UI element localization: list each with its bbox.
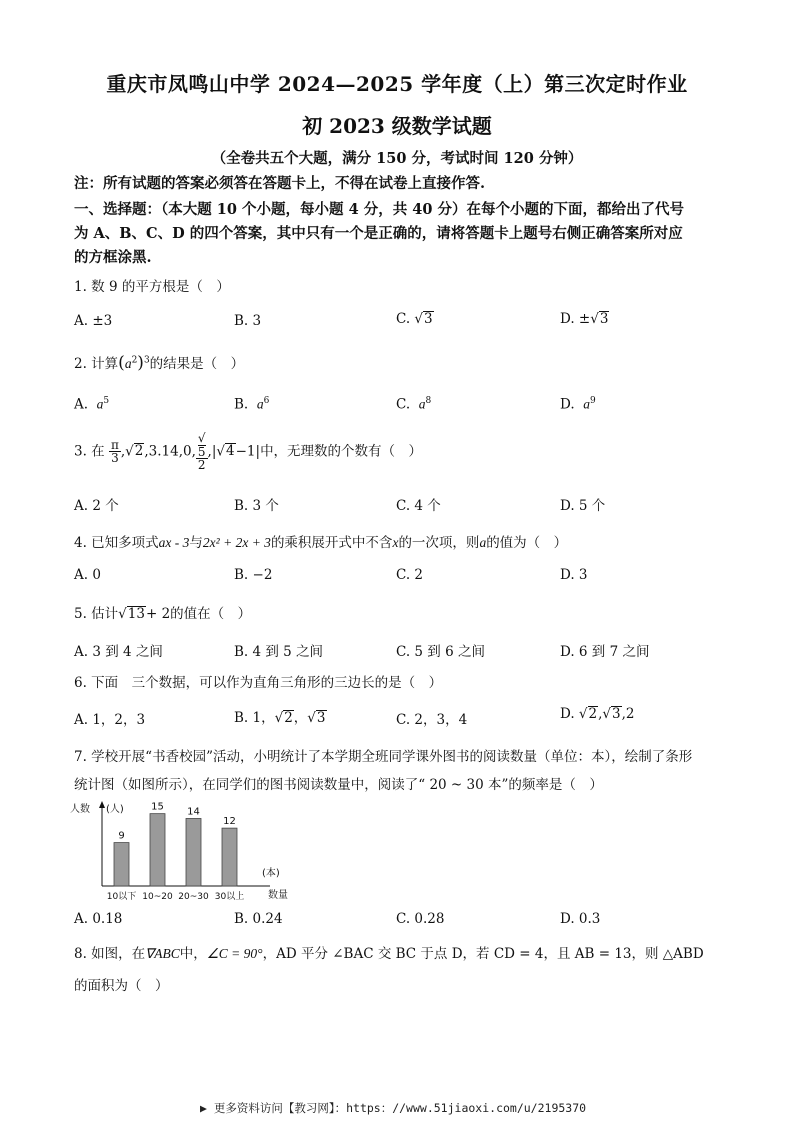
category-label-0: 10以下 xyxy=(106,892,137,902)
q4-poly2: 2x² + 2x + 3 xyxy=(202,535,271,550)
data-label-3: 12 xyxy=(223,816,236,828)
q1-option-d: D. ±√3 xyxy=(560,311,609,327)
q3-prefix: 3. 在 xyxy=(74,443,105,460)
footer-link[interactable]: ▶ 更多资料访问【教习网】：https：//www.51jiaoxi.com/u/2195370 xyxy=(200,1101,587,1115)
data-label-0: 9 xyxy=(118,830,125,842)
q3-stem: 3. 在 $\frac{\pi}{3}$ ,√2,3.14,0, √ 5 2 ,|√4−1|中，无理数的个数有（ ） xyxy=(74,431,423,473)
q6-option-c: C. 2，3，4 xyxy=(396,712,468,728)
q4-poly1: ax - 3 xyxy=(158,535,190,550)
q5-option-d: D. 6 到 7 之间 xyxy=(560,644,650,660)
q6-d-label: D. xyxy=(560,706,575,722)
q2-a-label: A. xyxy=(74,396,89,413)
q1-option-a: A. ±3 xyxy=(74,313,113,329)
q3-option-c: C. 4 个 xyxy=(396,498,441,514)
q2-stem: 2. 计算$(a^2)^3$的结果是（ ） xyxy=(74,353,245,373)
q7-option-d: D. 0.3 xyxy=(560,911,601,927)
q8-line1 xyxy=(74,942,704,962)
q6-d-rad1: 2 xyxy=(588,706,598,722)
section1-line3: 的方框涂黑. xyxy=(74,249,152,266)
q1-d-label: D. ± xyxy=(560,311,591,327)
q4-stem xyxy=(74,531,567,551)
q4-x: x xyxy=(392,535,399,550)
q2-a-exp: 5 xyxy=(103,396,110,406)
q5-option-c: C. 5 到 6 之间 xyxy=(396,644,485,660)
q2-b-label: B. xyxy=(234,396,249,413)
category-label-3: 30以上 xyxy=(214,892,245,902)
q7-option-c: C. 0.28 xyxy=(396,911,445,927)
q2-option-a xyxy=(74,396,109,413)
q3-option-b: B. 3 个 xyxy=(234,498,279,514)
q4-prefix: 4. 已知多项式 xyxy=(74,535,159,551)
section1-line2: 为 A、B、C、D 的四个答案，其中只有一个是正确的，请将答题卡上题号右侧正确答案所对应 xyxy=(74,225,683,242)
q3-sqrt2: 2 xyxy=(134,443,144,460)
bar-3 xyxy=(222,828,237,886)
q6-d-tail: ,2 xyxy=(621,706,635,722)
q2-a-var: a xyxy=(96,396,104,412)
category-label-2: 20~30 xyxy=(178,892,209,902)
q4-option-b: B. −2 xyxy=(234,567,273,583)
q2-b-exp: 6 xyxy=(263,396,270,406)
q4-suffix1: 的乘积展开式中不含 xyxy=(270,535,393,551)
x-axis-label: 数量 xyxy=(268,890,288,901)
q1-option-c: C. √3 xyxy=(396,311,433,327)
data-label-2: 14 xyxy=(187,806,200,818)
q2-option-b xyxy=(234,396,269,413)
q3-pi-over-3 xyxy=(109,439,121,465)
q6-b-rad1: 2 xyxy=(284,710,293,726)
q4-option-d: D. 3 xyxy=(560,567,588,583)
exam-info: （全卷共五个大题，满分 150 分，考试时间 120 分钟） xyxy=(211,150,583,167)
q6-option-b: B. 1，√2，√3 xyxy=(234,710,326,726)
q8-mid2: ，AD 平分 ∠BAC 交 BC 于点 D，若 CD = 4，且 AB = 13，则 △ABD xyxy=(262,946,704,962)
q3-pi: π xyxy=(110,437,119,452)
q3-option-a: A. 2 个 xyxy=(74,498,119,514)
bar-2 xyxy=(186,818,201,886)
q1-stem: 1. 数 9 的平方根是（ ） xyxy=(74,279,230,295)
q2-d-var: a xyxy=(583,396,590,412)
q3-sqrt5-over-2: √ 5 2 xyxy=(197,431,206,473)
q4-suffix2: 的一次项，则 xyxy=(398,535,480,551)
q2-base: a xyxy=(124,356,132,371)
q1-option-b: B. 3 xyxy=(234,313,262,329)
q6-option-a: A. 1，2，3 xyxy=(74,712,146,728)
section1-line1: 一、选择题：（本大题 10 个小题，每小题 4 分，共 40 分）在每个小题的下面，都给出了代号 xyxy=(74,201,684,218)
q1-d-radicand: 3 xyxy=(599,311,609,327)
y-axis-label: 人数 xyxy=(70,804,90,815)
q2-prefix: 2. 计算 xyxy=(74,356,119,372)
q2-d-exp: 9 xyxy=(589,396,596,406)
q2-c-label: C. xyxy=(396,396,411,413)
q2-outer-exp: 3 xyxy=(143,355,150,366)
q7-option-a: A. 0.18 xyxy=(74,911,123,927)
q2-option-d xyxy=(560,396,596,413)
q8-triangle: ∇ABC xyxy=(145,946,180,961)
exam-subtitle-grade: 初 2023 级数学试题 xyxy=(302,114,492,138)
notice: 注：所有试题的答案必须答在答题卡上，不得在试卷上直接作答. xyxy=(74,175,486,192)
q6-option-d: D. √2,√3,2 xyxy=(560,706,635,722)
q4-a: a xyxy=(479,535,487,550)
q5-option-b: B. 4 到 5 之间 xyxy=(234,644,324,660)
q8-angle: ∠C = 90° xyxy=(206,946,263,961)
q3-mid: ,3.14,0, xyxy=(144,443,196,460)
q7-line1: 7. 学校开展“书香校园”活动，小明统计了本学期全班同学课外图书的阅读数量（单位：本），绘制了条形 xyxy=(74,749,693,765)
q2-d-label: D. xyxy=(560,396,575,413)
q3-two: 2 xyxy=(197,458,206,473)
q6-stem: 6. 下面 三个数据，可以作为直角三角形的三边长的是（ ） xyxy=(74,675,443,691)
q4-mid: 与 xyxy=(189,535,203,551)
q2-b-var: a xyxy=(256,396,264,412)
q6-b-label: B. 1， xyxy=(234,710,275,726)
q4-option-c: C. 2 xyxy=(396,567,424,583)
exam-title: 重庆市凤鸣山中学 2024—2025 学年度（上）第三次定时作业 xyxy=(106,72,688,96)
q3-abs-inner: 4 xyxy=(226,443,235,460)
bar-1 xyxy=(150,814,165,886)
q3-option-d: D. 5 个 xyxy=(560,498,606,514)
q6-d-rad2: 3 xyxy=(612,706,621,722)
q4-option-a: A. 0 xyxy=(74,567,101,583)
q1-c-label: C. xyxy=(396,311,411,327)
q5-stem: 5. 估计√13+ 2的值在（ ） xyxy=(74,606,252,622)
q8-mid1: 中， xyxy=(179,946,207,962)
q6-b-rad2: 3 xyxy=(316,710,326,726)
q7-bar-chart xyxy=(70,798,310,908)
q2-option-c xyxy=(396,396,431,413)
q3-minus1: −1 xyxy=(235,443,256,460)
q2-suffix: 的结果是（ ） xyxy=(149,356,245,372)
q5-suffix: 的值在（ ） xyxy=(170,606,252,622)
y-axis-arrow xyxy=(99,801,105,808)
q4-suffix3: 的值为（ ） xyxy=(486,535,568,551)
q2-inner-exp: 2 xyxy=(131,355,138,366)
x-axis-unit: (本) xyxy=(262,868,280,879)
q2-c-exp: 8 xyxy=(425,396,432,406)
y-axis-unit: (人) xyxy=(106,804,124,815)
q3-three: 3 xyxy=(111,451,119,466)
q1-c-radicand: 3 xyxy=(424,311,433,327)
q3-suffix: 中，无理数的个数有（ ） xyxy=(260,443,423,460)
q6-b-sep: ， xyxy=(293,710,308,726)
bar-0 xyxy=(114,843,129,886)
q5-plus: + 2 xyxy=(145,606,171,622)
q7-line2: 统计图（如图所示），在同学们的图书阅读数量中，阅读了“ 20 ~ 30 本”的频率是（ ） xyxy=(74,777,603,793)
q8-line2: 的面积为（ ） xyxy=(74,978,169,994)
q7-option-b: B. 0.24 xyxy=(234,911,283,927)
q5-option-a: A. 3 到 4 之间 xyxy=(74,644,163,660)
q3-sqrt5: 5 xyxy=(197,444,206,459)
q8-prefix: 8. 如图，在 xyxy=(74,946,146,962)
q2-c-var: a xyxy=(418,396,426,412)
data-label-1: 15 xyxy=(151,801,164,813)
q5-radicand: 13 xyxy=(127,606,145,622)
category-label-1: 10~20 xyxy=(142,892,173,902)
q5-prefix: 5. 估计 xyxy=(74,606,119,622)
